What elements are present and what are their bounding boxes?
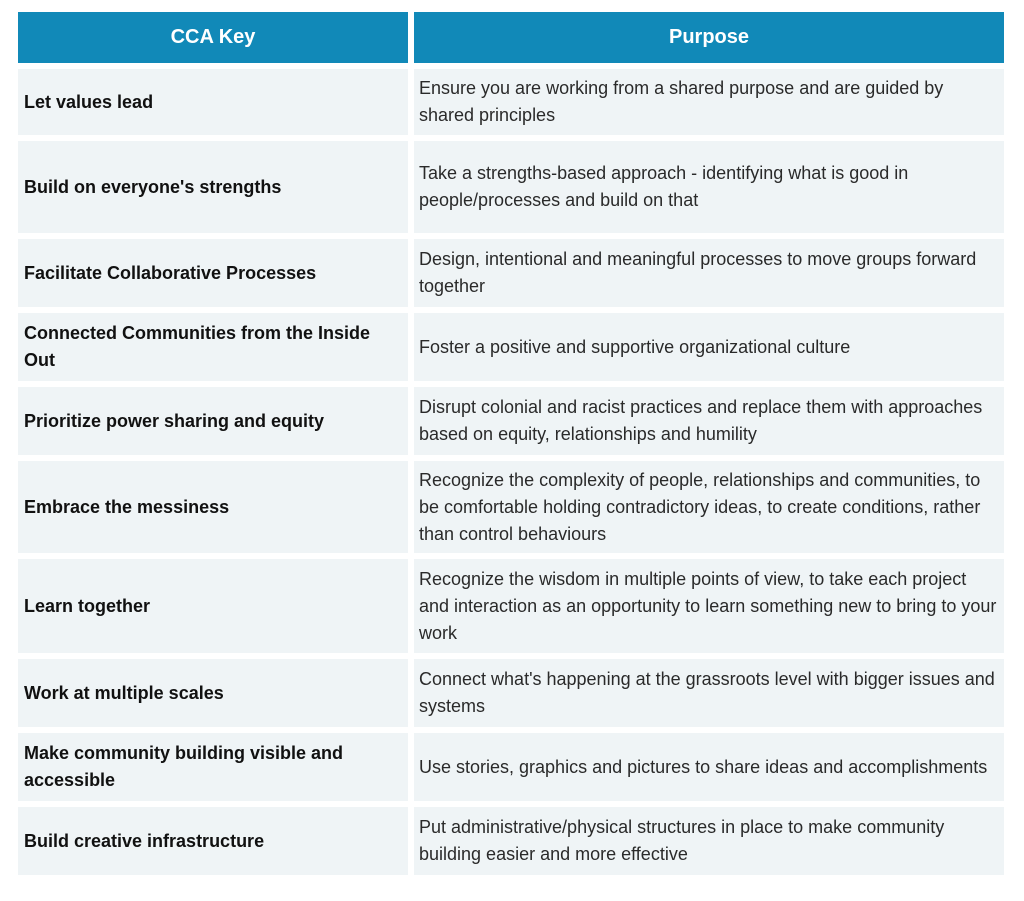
row-key: Build on everyone's strengths (18, 141, 408, 233)
header-cca-key: CCA Key (18, 12, 408, 63)
row-key: Make community building visible and accessible (18, 733, 408, 801)
row-key: Prioritize power sharing and equity (18, 387, 408, 455)
table-row (18, 239, 1004, 307)
row-key: Embrace the messiness (18, 461, 408, 553)
row-key: Facilitate Collaborative Processes (18, 239, 408, 307)
row-purpose: Put administrative/physical structures in place to make community building easier and more effective (414, 807, 1004, 875)
cca-key-table-container (18, 12, 1004, 875)
row-purpose: Foster a positive and supportive organizational culture (414, 313, 1004, 381)
table-header-row (18, 12, 1004, 63)
row-key: Connected Communities from the Inside Out (18, 313, 408, 381)
row-purpose: Ensure you are working from a shared purpose and are guided by shared principles (414, 69, 1004, 135)
row-purpose: Connect what's happening at the grassroots level with bigger issues and systems (414, 659, 1004, 727)
table-row (18, 733, 1004, 801)
table-row (18, 69, 1004, 135)
row-key: Let values lead (18, 69, 408, 135)
row-purpose: Disrupt colonial and racist practices and replace them with approaches based on equity, relationships and humility (414, 387, 1004, 455)
row-purpose: Design, intentional and meaningful processes to move groups forward together (414, 239, 1004, 307)
row-purpose: Use stories, graphics and pictures to share ideas and accomplishments (414, 733, 1004, 801)
table-row (18, 807, 1004, 875)
row-purpose: Recognize the wisdom in multiple points of view, to take each project and interaction as an opportunity to learn something new to bring to your work (414, 559, 1004, 653)
table-row (18, 461, 1004, 553)
cca-key-table (12, 6, 1010, 881)
header-purpose: Purpose (414, 12, 1004, 63)
table-row (18, 659, 1004, 727)
row-key: Build creative infrastructure (18, 807, 408, 875)
row-purpose: Recognize the complexity of people, relationships and communities, to be comfortable holding contradictory ideas, to create conditions, rather than control behaviours (414, 461, 1004, 553)
row-key: Learn together (18, 559, 408, 653)
table-row (18, 387, 1004, 455)
table-row (18, 313, 1004, 381)
table-row (18, 559, 1004, 653)
row-key: Work at multiple scales (18, 659, 408, 727)
table-row (18, 141, 1004, 233)
row-purpose: Take a strengths-based approach - identifying what is good in people/processes and build on that (414, 141, 1004, 233)
